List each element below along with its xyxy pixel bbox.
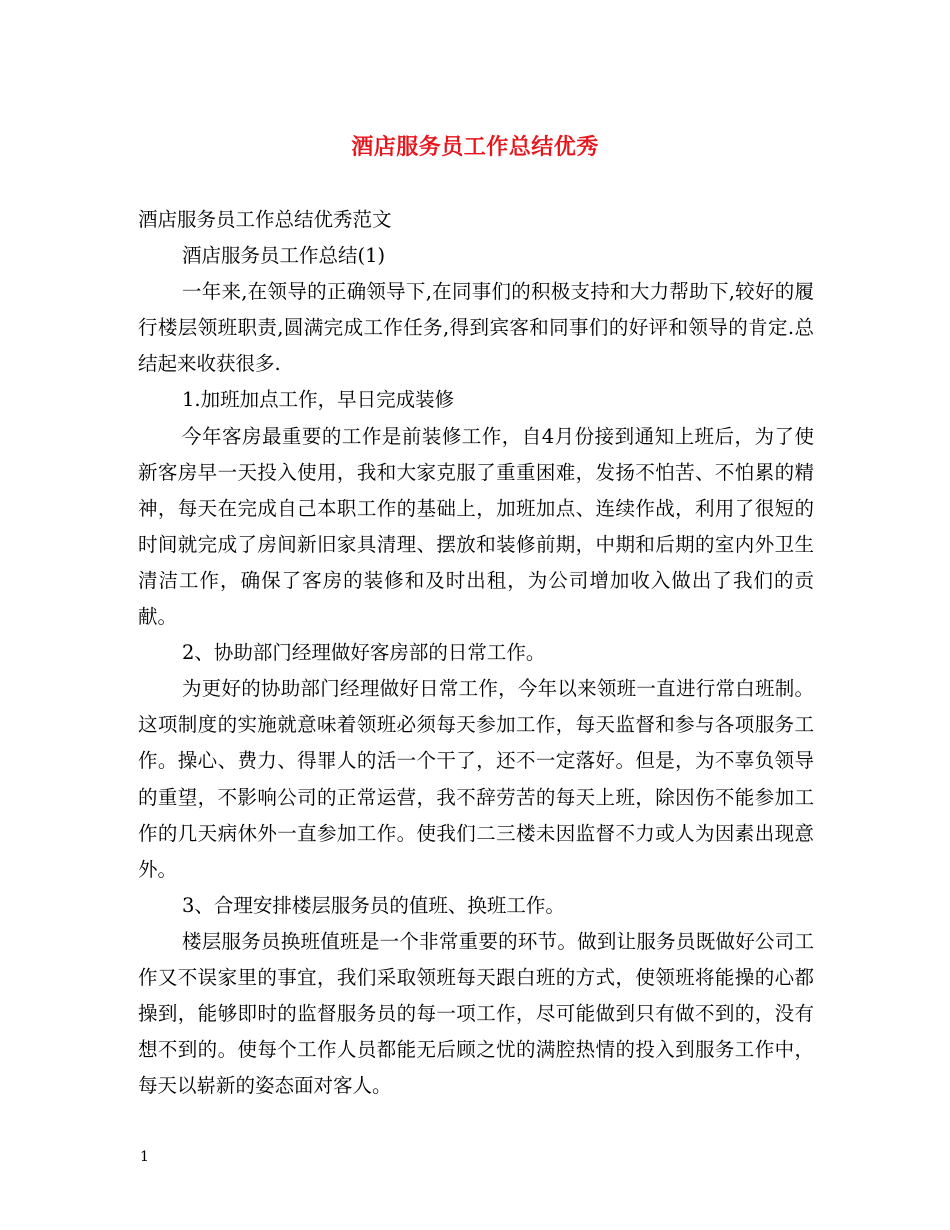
section-heading-2: 2、协助部门经理做好客房部的日常工作。 bbox=[182, 641, 546, 665]
document-body bbox=[138, 202, 814, 1104]
section-heading-1: 1.加班加点工作，早日完成装修 bbox=[182, 388, 455, 412]
body-paragraph-3: 楼层服务员换班值班是一个非常重要的环节。做到让服务员既做好公司工作又不误家里的事宜，我们采取领班每天跟白班的方式，使领班将能操的心都操到，能够即时的监督服务员的每一项工作，尽可能做到只有做不到的，没有想不到的。使每个工作人员都能无后顾之忧的满腔热情的投入到服务工作中，每天以崭新的姿态面对客人。 bbox=[138, 929, 814, 1098]
body-paragraph-2: 为更好的协助部门经理做好日常工作，今年以来领班一直进行常白班制。这项制度的实施就意味着领班必须每天参加工作，每天监督和参与各项服务工作。操心、费力、得罪人的活一个干了，还不一定落好。但是，为不辜负领导的重望，不影响公司的正常运营，我不辞劳苦的每天上班，除因伤不能参加工作的几天病休外一直参加工作。使我们二三楼未因监督不力或人为因素出现意外。 bbox=[138, 677, 814, 881]
body-paragraph-1: 今年客房最重要的工作是前装修工作，自4月份接到通知上班后，为了使新客房早一天投入使用，我和大家克服了重重困难，发扬不怕苦、不怕累的精神，每天在完成自己本职工作的基础上，加班加点、连续作战，利用了很短的时间就完成了房间新旧家具清理、摆放和装修前期，中期和后期的室内外卫生清洁工作，确保了客房的装修和及时出租，为公司增加收入做出了我们的贡献。 bbox=[138, 424, 814, 629]
intro-paragraph: 一年来,在领导的正确领导下,在同事们的积极支持和大力帮助下,较好的履行楼层领班职责,圆满完成工作任务,得到宾客和同事们的好评和领导的肯定.总结起来收获很多. bbox=[138, 280, 814, 376]
section-heading: 酒店服务员工作总结(1) bbox=[182, 244, 386, 268]
document-title: 酒店服务员工作总结优秀 bbox=[351, 135, 599, 160]
section-heading-3: 3、合理安排楼层服务员的值班、换班工作。 bbox=[182, 893, 565, 917]
subtitle-paragraph: 酒店服务员工作总结优秀范文 bbox=[138, 208, 392, 231]
page-number: 1 bbox=[140, 1149, 149, 1165]
